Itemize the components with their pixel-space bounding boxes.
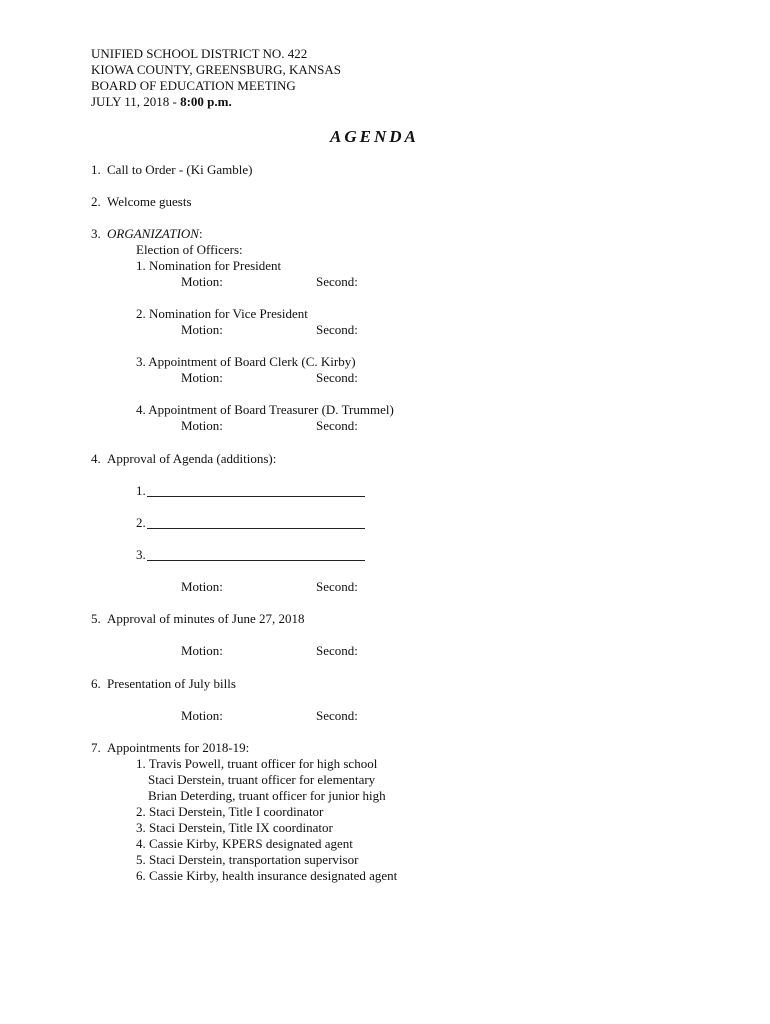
second-label: Second: (316, 274, 358, 289)
item-number: 5. (91, 611, 101, 626)
appointment-board-treasurer: 4. Appointment of Board Treasurer (D. Trummel) (136, 402, 394, 417)
addition-number: 3. (136, 547, 146, 562)
organization-colon: : (198, 226, 203, 241)
nomination-vice-president: 2. Nomination for Vice President (136, 306, 308, 321)
district-name: UNIFIED SCHOOL DISTRICT NO. 422 (91, 46, 308, 61)
item-number: 4. (91, 451, 101, 466)
appointment-line: Brian Deterding, truant officer for junior high (148, 788, 386, 803)
addition-blank-line (147, 560, 365, 561)
item-number: 1. (91, 162, 101, 177)
appointment-line: 1. Travis Powell, truant officer for high school (136, 756, 378, 771)
meeting-type: BOARD OF EDUCATION MEETING (91, 78, 296, 93)
organization-heading: ORGANIZATION (107, 226, 199, 241)
item-organization (107, 226, 203, 242)
second-label: Second: (316, 579, 358, 594)
appointment-line: 5. Staci Derstein, transportation supervisor (136, 852, 359, 867)
motion-label: Motion: (181, 418, 223, 433)
item-appointments: Appointments for 2018-19: (107, 740, 250, 755)
second-label: Second: (316, 418, 358, 433)
meeting-time: 8:00 p.m. (180, 94, 232, 109)
item-number: 7. (91, 740, 101, 755)
item-approval-agenda: Approval of Agenda (additions): (107, 451, 277, 466)
county-location: KIOWA COUNTY, GREENSBURG, KANSAS (91, 62, 342, 77)
meeting-date: JULY 11, 2018 - (91, 94, 177, 109)
motion-label: Motion: (181, 322, 223, 337)
second-label: Second: (316, 708, 358, 723)
motion-label: Motion: (181, 274, 223, 289)
second-label: Second: (316, 370, 358, 385)
appointment-line: Staci Derstein, truant officer for elementary (148, 772, 376, 787)
item-call-to-order: Call to Order - (Ki Gamble) (107, 162, 253, 177)
motion-label: Motion: (181, 708, 223, 723)
motion-label: Motion: (181, 370, 223, 385)
addition-blank-line (147, 528, 365, 529)
motion-label: Motion: (181, 579, 223, 594)
item-number: 6. (91, 676, 101, 691)
second-label: Second: (316, 643, 358, 658)
appointment-board-clerk: 3. Appointment of Board Clerk (C. Kirby) (136, 354, 356, 369)
appointment-line: 4. Cassie Kirby, KPERS designated agent (136, 836, 353, 851)
item-welcome-guests: Welcome guests (107, 194, 192, 209)
appointment-line: 3. Staci Derstein, Title IX coordinator (136, 820, 333, 835)
meeting-date-line (91, 94, 232, 110)
addition-blank-line (147, 496, 365, 497)
agenda-title: AGENDA (330, 127, 419, 146)
election-heading: Election of Officers: (136, 242, 243, 257)
addition-number: 2. (136, 515, 146, 530)
second-label: Second: (316, 322, 358, 337)
nomination-president: 1. Nomination for President (136, 258, 282, 273)
item-july-bills: Presentation of July bills (107, 676, 236, 691)
appointment-line: 2. Staci Derstein, Title I coordinator (136, 804, 324, 819)
item-number: 2. (91, 194, 101, 209)
item-approval-minutes: Approval of minutes of June 27, 2018 (107, 611, 305, 626)
appointment-line: 6. Cassie Kirby, health insurance designated agent (136, 868, 398, 883)
addition-number: 1. (136, 483, 146, 498)
item-number: 3. (91, 226, 101, 241)
motion-label: Motion: (181, 643, 223, 658)
